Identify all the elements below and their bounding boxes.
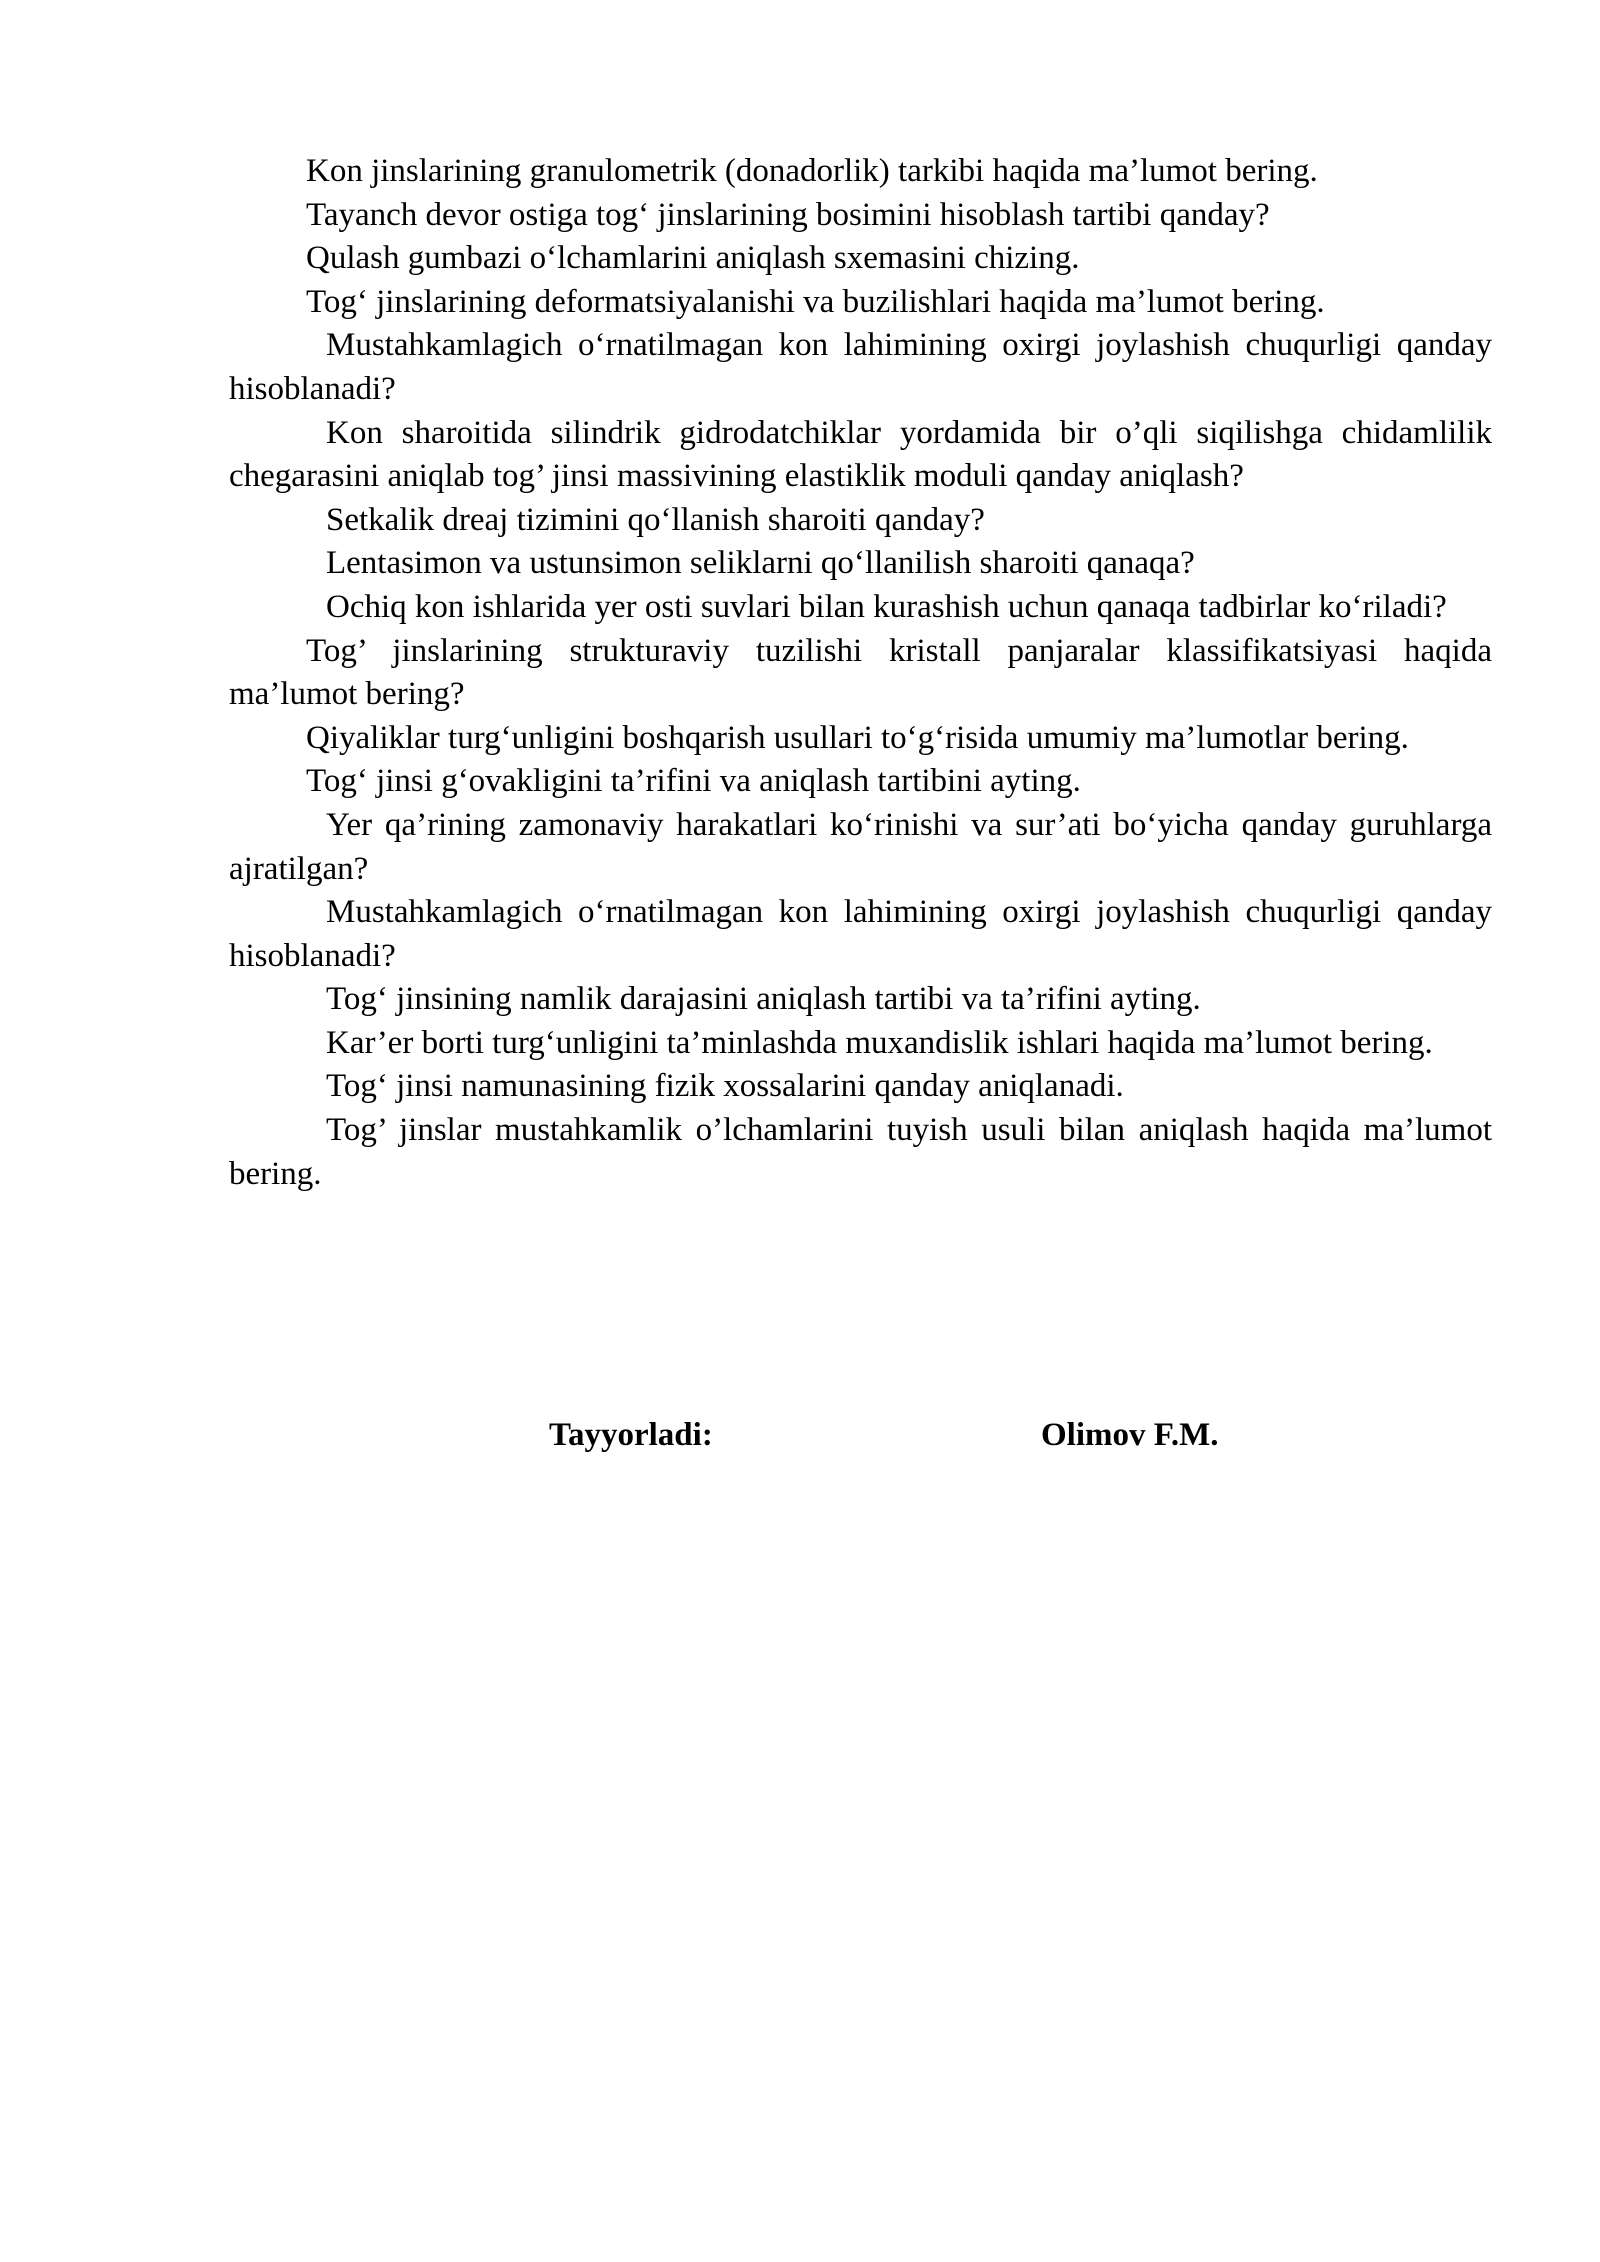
question-item: Mustahkamlagich o‘rnatilmagan kon lahimining oxirgi joylashish chuqurligi qanday hisoblanadi?: [229, 894, 1492, 974]
question-item: Tog‘ jinslarining deformatsiyalanishi va buzilishlari haqida ma’lumot bering.: [306, 283, 1325, 320]
question-item: Ochiq kon ishlarida yer osti suvlari bilan kurashish uchun qanaqa tadbirlar ko‘riladi?: [326, 588, 1447, 625]
question-item: Kar’er borti turg‘unligini ta’minlashda muxandislik ishlari haqida ma’lumot bering.: [326, 1024, 1433, 1061]
signature-line: [0, 1417, 1600, 1457]
question-item: Lentasimon va ustunsimon seliklarni qo‘llanilish sharoiti qanaqa?: [326, 545, 1195, 582]
question-item: Tog’ jinslar mustahkamlik o’lchamlarini tuyish usuli bilan aniqlash haqida ma’lumot bering.: [229, 1112, 1492, 1192]
signature-name: Olimov F.M.: [1041, 1417, 1219, 1453]
question-item: Tog’ jinslarining strukturaviy tuzilishi kristall panjaralar klassifikatsiyasi haqida ma’lumot bering?: [229, 632, 1492, 713]
question-item: Setkalik dreaj tizimini qo‘llanish sharoiti qanday?: [326, 501, 985, 538]
question-item: Tog‘ jinsining namlik darajasini aniqlash tartibi va ta’rifini ayting.: [326, 981, 1201, 1018]
question-item: Mustahkamlagich o‘rnatilmagan kon lahimining oxirgi joylashish chuqurligi qanday hisoblanadi?: [229, 327, 1492, 407]
question-item: Kon sharoitida silindrik gidrodatchiklar yordamida bir o’qli siqilishga chidamlilik chegarasini aniqlab tog’ jinsi massivining elastiklik moduli qanday aniqlash?: [229, 414, 1492, 495]
signature-label: Tayyorladi:: [549, 1417, 713, 1453]
question-item: Tayanch devor ostiga tog‘ jinslarining bosimini hisoblash tartibi qanday?: [306, 196, 1270, 233]
question-item: Kon jinslarining granulometrik (donadorlik) tarkibi haqida ma’lumot bering.: [306, 153, 1318, 189]
question-list: [229, 150, 1492, 1196]
question-item: Tog‘ jinsi g‘ovakligini ta’rifini va aniqlash tartibini ayting.: [306, 763, 1081, 800]
question-item: Tog‘ jinsi namunasining fizik xossalarini qanday aniqlanadi.: [326, 1068, 1124, 1105]
question-item: Yer qa’rining zamonaviy harakatlari ko‘rinishi va sur’ati bo‘yicha qanday guruhlarga ajratilgan?: [229, 806, 1492, 887]
question-item: Qiyaliklar turg‘unligini boshqarish usullari to‘g‘risida umumiy ma’lumotlar bering.: [306, 719, 1409, 756]
question-item: Qulash gumbazi o‘lchamlarini aniqlash sxemasini chizing.: [306, 240, 1080, 277]
